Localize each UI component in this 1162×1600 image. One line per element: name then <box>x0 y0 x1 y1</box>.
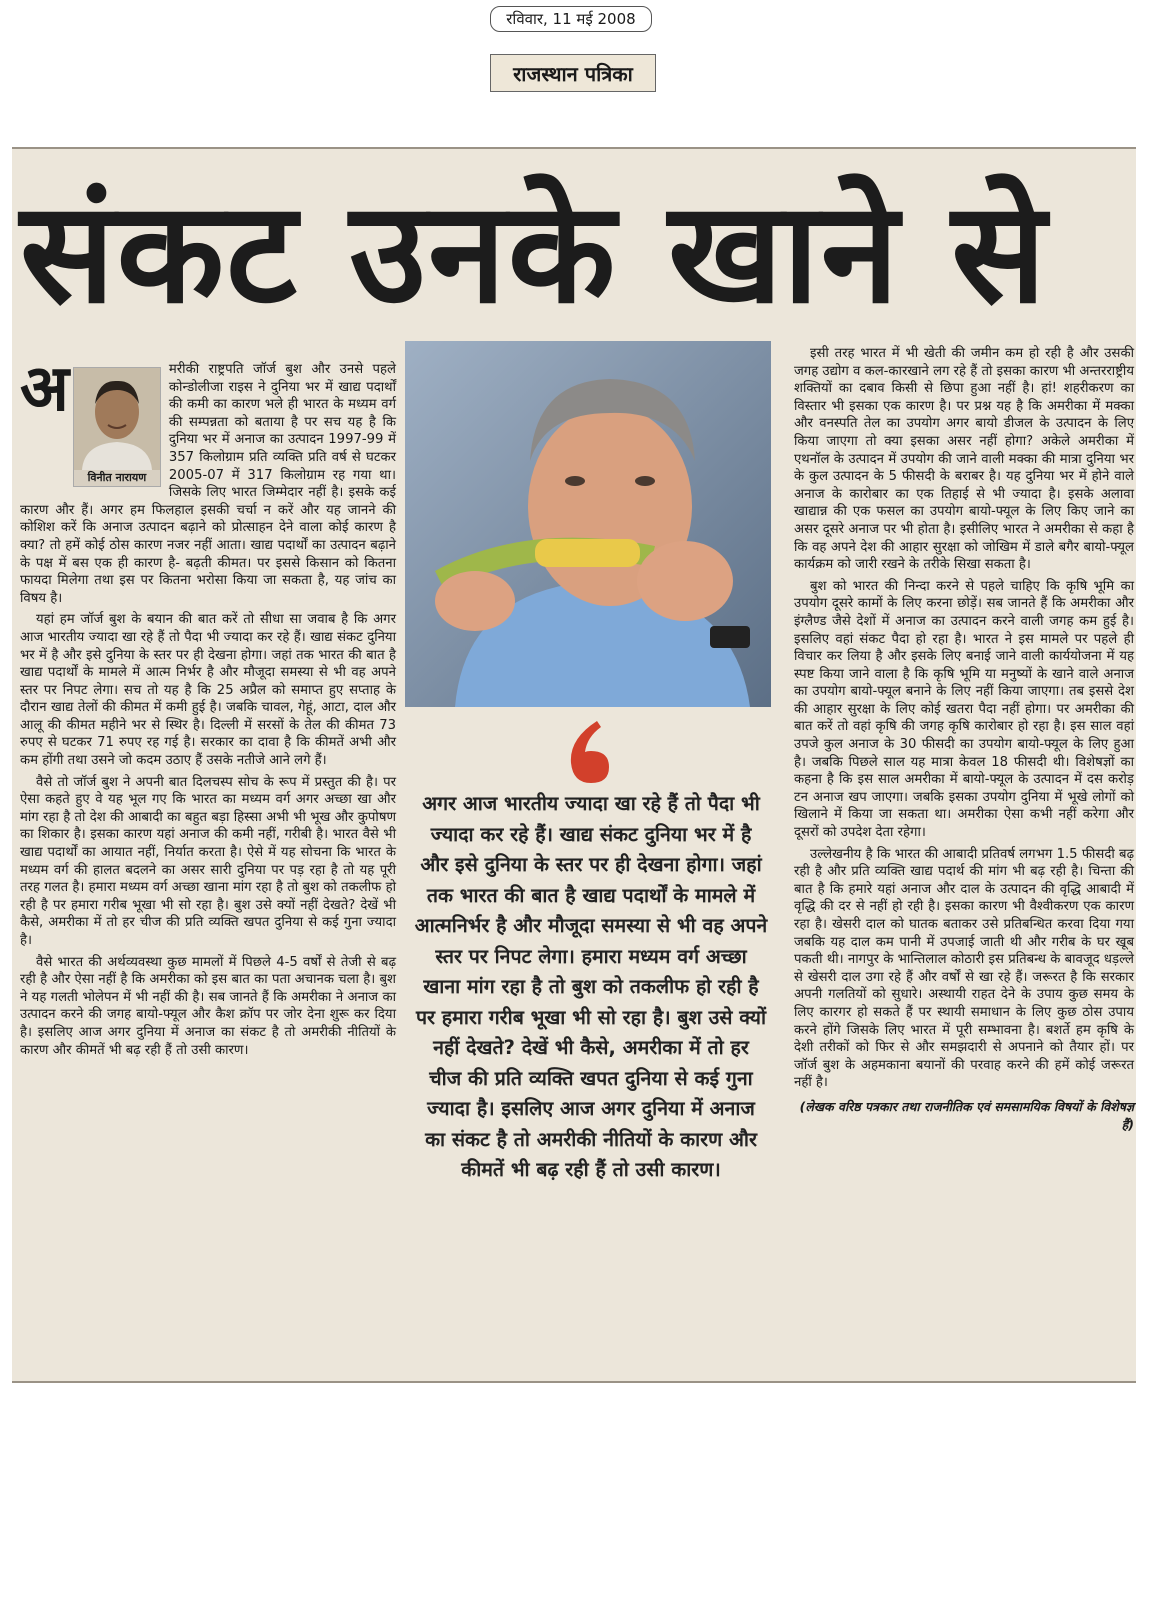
paragraph-2: यहां हम जॉर्ज बुश के बयान की बात करें तो सीधा सा जवाब है कि अगर आज भारतीय ज्यादा खा रहे हैं तो पैदा भी ज्यादा कर रहे हैं। खाद्य संकट दुनिया भर में है और इसे दुनिया के स्तर पर ही देखना होगा। जहां तक भारत की बात है खाद्य पदार्थों के मामले में आत्म निर्भर है और मौजूदा समस्या से भी वह अपने स्तर पर निपट लेगा। सच तो यह है कि 25 अप्रैल को समाप्त हुए सप्ताह के दौरान खाद्य तेलों की कीमत में कमी हुई है। जबकि चावल, गेहूं, आटा, दाल और आलू की कीमत महीने भर से स्थिर है। दिल्ली में सरसों के तेल की कीमत 73 रुपए से घटकर 71 रुपए रह गई है। सरकार का दावा है कि कीमतें अभी और कम होंगी तथा उसने जो कदम उठाए हैं उसके नतीजे आने लगे हैं। <box>20 612 396 769</box>
paragraph-7: उल्लेखनीय है कि भारत की आबादी प्रतिवर्ष लगभग 1.5 फीसदी बढ़ रही है और प्रति व्यक्ति खाद्य पदार्थ की मांग भी बढ़ रही है। चिन्ता की बात है कि हमारे यहां अनाज और दाल के उत्पादन की वृद्धि आबादी में वृद्धि की दर से नहीं हो रही है। इसका कारण भी वैश्वीकरण एक कारण रहा है। खेसरी दाल को घातक बताकर उसे प्रतिबन्धित करवा दिया गया जबकि यह दाल कम पानी में उपजाई जाती थी और गरीब के घर खूब पकती थी। नागपुर के भान्तिलाल कोठारी इस प्रतिबन्ध के बावजूद धड़ल्ले से खेसरी दाल उगा रहे हैं और वर्षों से खा रहे हैं। जरूरत है कि सरकार अपनी गलतियों को सुधारे। अस्थायी राहत देने के उपाय कुछ समय के लिए कारगर हो सकते हैं पर स्थायी समाधान के लिए कुछ ठोस उपाय करने होंगे जिसके लिए भारत में पूरी सम्भावना है। बशर्ते हम कृषि के देशी तरीकों को फिर से और समझदारी से अपनाने को तैयार हों। पर जॉर्ज बुश के अहमकाना बयानों की परवाह करने की हमें कोई जरूरत नहीं है। <box>794 846 1134 1091</box>
newspaper-clipping <box>12 147 1136 1383</box>
newspaper-name: राजस्थान पत्रिका <box>490 54 656 92</box>
paragraph-6: बुश को भारत की निन्दा करने से पहले चाहिए कि कृषि भूमि का उपयोग दूसरे कामों के लिए करना छोड़ें। सब जानते हैं कि अमरीका और इंग्लैण्ड जैसे देशों में अनाज का उत्पादन करने वाली जगह कम हुई है। इसलिए वहां संकट पैदा हो रहा है। भारत ने इस मामले पर पहले ही विचार कर लिया है और इसके लिए बनाई जाने वाली कार्ययोजना में यह स्पष्ट किया जाने वाला है कि कृषि भूमि या मनुष्यों के खाने वाले अनाज का उपयोग बायो-फ्यूल बनाने के लिए नहीं किया जाएगा। तब इससे देश की आहार सुरक्षा के लिए कोई खतरा पैदा नहीं होगा। पर अमरीका की बात करें तो वहां कृषि की जगह कृषि कारोबार हो रहा है। इस साल वहां उपजे कुल अनाज के 30 फीसदी का उपयोग बायो-फ्यूल के लिए हुआ है। जबकि पिछले साल यह मात्रा केवल 18 फीसदी थी। विशेषज्ञों का कहना है कि इस साल अमरीका में बायो-फ्यूल के उत्पादन में दस करोड़ टन अनाज खप जाएगा। जबकि इसका उपयोग दुनिया में भूखे लोगों को खिलाने में किया जा सकता था। अमरीका ऐसा कभी नहीं करेगा और दूसरों को उपदेश देता रहेगा। <box>794 578 1134 841</box>
paragraph-5: इसी तरह भारत में भी खेती की जमीन कम हो रही है और उसकी जगह उद्योग व कल-कारखाने लग रहे हैं तो इसका कारण भी अन्तरराष्ट्रीय शक्तियों का दबाव किसी से छिपा हुआ नहीं है। हां! शहरीकरण का विस्तार भी इसका एक कारण है। पर प्रश्न यह है कि अमरीका में मक्का और वनस्पति तेल का उपयोग अगर बायो डीजल के उत्पादन के लिए किया जाएगा तो क्या इसका असर नहीं होगा? अकेले अमरीका में एथनॉल के उत्पादन में उपयोग की जाने वाली मक्का की मात्रा दुनिया भर के कुल उत्पादन के 5 फीसदी के बराबर है। यह दुनिया भर में होने वाले अनाज के कारोबार का एक तिहाई से भी ज्यादा है। इसके अलावा खाद्यान्न की एक फसल का उपयोग बायो-फ्यूल के लिए किए जाने का असर दूसरे अनाज पर भी होता है। इसीलिए भारत ने अमरीका से कहा है कि वह अपने देश की आहार सुरक्षा को जोखिम में डाले बगैर बायो-फ्यूल कार्यक्रम को जारी रखने के तरीके सिखा सकता है। <box>794 346 1134 573</box>
news-photo-icon <box>405 341 771 707</box>
bush-eating-corn-photo <box>405 341 771 707</box>
paragraph-1 <box>20 352 396 607</box>
article-column-3 <box>794 345 1134 1133</box>
headline: संकट उनके खाने से <box>20 172 1049 335</box>
article-column-1 <box>20 352 396 1063</box>
quotation-mark-icon <box>557 717 617 787</box>
paragraph-1-text: मरीकी राष्ट्रपति जॉर्ज बुश और उनसे पहले कोन्डोलीजा राइस ने दुनिया भर में खाद्य पदार्थों की कमी का कारण भले ही भारत के मध्यम वर्ग की सम्पन्नता को बताया है पर सच यह है कि दुनिया भर में अनाज का उत्पादन 1997-99 में 357 किलोग्राम प्रति व्यक्ति प्रति वर्ष से घटकर 2005-07 में 317 किलोग्राम रह गया था। जिसके लिए भारत जिम्मेदार नहीं है। इसके कई कारण और हैं। अगर हम फिलहाल इसकी चर्चा न करें और यह जानने की कोशिश करें कि अनाज उत्पादन बढ़ाने को प्रोत्साहन देने वाला कोई कारण है क्या? तो हमें कोई ठोस कारण नजर नहीं आता। खाद्य पदार्थों का उत्पादन बढ़ाने के पक्ष में बस एक ही कारण है- बढ़ती कीमत। पर इससे किसान को कितना फायदा मिलेगा तथा इस पर कितना भरोसा किया जा सकता है, यह जांच का विषय है। <box>20 362 396 606</box>
author-name: विनीत नारायण <box>74 470 160 486</box>
author-byline: (लेखक वरिष्ठ पत्रकार तथा राजनीतिक एवं समसामयिक विषयों के विशेषज्ञ हैं) <box>799 1098 1134 1132</box>
paragraph-3: वैसे तो जॉर्ज बुश ने अपनी बात दिलचस्प सोच के रूप में प्रस्तुत की है। पर ऐसा कहते हुए वे यह भूल गए कि भारत का मध्यम वर्ग अगर अच्छा खा और मांग रहा है तो देश की आबादी का बहुत बड़ा हिस्सा अभी भी भूख और कुपोषण का शिकार है। इसका कारण यहां अनाज की कमी नहीं, गरीबी है। भारत वैसे भी खाद्य पदार्थों का आयात नहीं, निर्यात करता है। ऐसे में यह सोचना कि भारत के मध्यम वर्ग की हालत बदलने का असर सारी दुनिया पर पड़ रहा है तो यह पूरी तरह गलत है। हमारा मध्यम वर्ग अच्छा खाना मांग रहा है तो बुश को तकलीफ हो रही है पर हमारा गरीब भूखा भी सो रहा है। बुश उसे क्यों नहीं देखते? देखें भी कैसे, अमरीका में तो हर चीज की प्रति व्यक्ति खपत दुनिया से कई गुना ज्यादा है। <box>20 774 396 948</box>
pull-quote: अगर आज भारतीय ज्यादा खा रहे हैं तो पैदा भी ज्यादा कर रहे हैं। खाद्य संकट दुनिया भर में है और इसे दुनिया के स्तर पर ही देखना होगा। जहां तक भारत की बात है खाद्य पदार्थों के मामले में आत्मनिर्भर है और मौजूदा समस्या से भी वह अपने स्तर पर निपट लेगा। हमारा मध्यम वर्ग अच्छा खाना मांग रहा है तो बुश को तकलीफ हो रही है पर हमारा गरीब भूखा भी सो रहा है। बुश उसे क्यों नहीं देखते? देखें भी कैसे, अमरीका में तो हर चीज की प्रति व्यक्ति खपत दुनिया से कई गुना ज्यादा है। इसलिए आज अगर दुनिया में अनाज का संकट है तो अमरीकी नीतियों के कारण और कीमतें भी बढ़ रही हैं तो उसी कारण। <box>414 792 768 1181</box>
author-photo <box>73 367 161 487</box>
dateline: रविवार, 11 मई 2008 <box>490 6 652 32</box>
drop-cap: अ <box>20 352 69 426</box>
author-portrait-icon <box>74 368 160 470</box>
paragraph-4: वैसे भारत की अर्थव्यवस्था कुछ मामलों में पिछले 4-5 वर्षों से तेजी से बढ़ रही है और ऐसा नहीं है कि अमरीका को इस बात का पता अचानक चला है। बुश ने यह गलती भोलेपन में भी नहीं की है। सब जानते हैं कि अमरीका ने अनाज का उत्पादन करने की जगह बायो-फ्यूल और कैश क्रॉप पर जोर देना शुरू कर दिया है। इसलिए आज अगर दुनिया में अनाज का संकट है तो अमरीकी नीतियों के कारण और कीमतें भी बढ़ रही हैं तो उसी कारण। <box>20 954 396 1058</box>
